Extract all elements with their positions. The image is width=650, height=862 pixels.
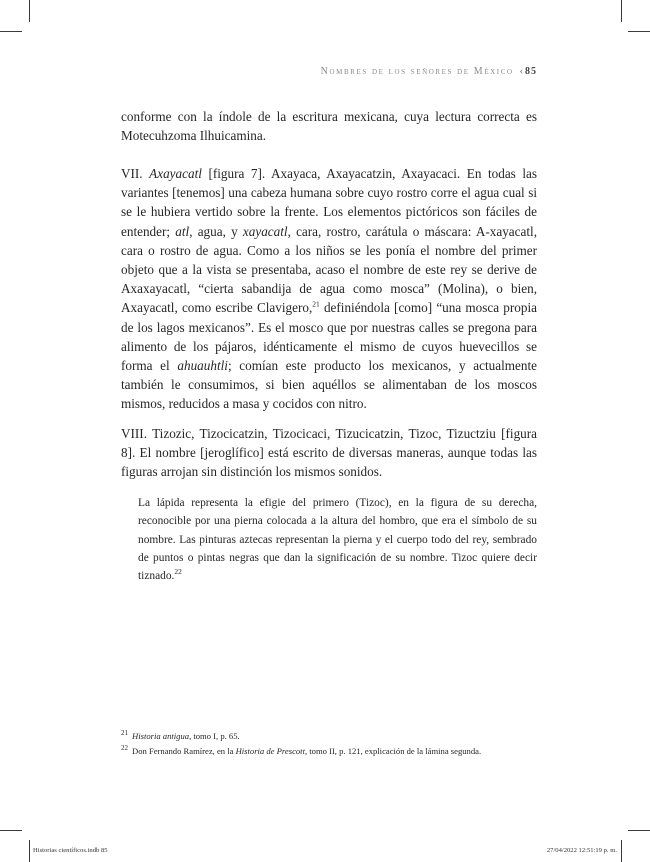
text-segment: [figura 7]. Axayaca, Axayacatzin, Axayacaci. En todas las variantes [tenemos] una cabeza humana sobre cuyo rostro corre el agua cual si se le hubiera vertido sobre la frente. Los elementos pictóricos son fáciles de entender; (121, 166, 538, 239)
footnote-italic: Historia antigua (132, 730, 190, 741)
crop-mark (621, 840, 622, 862)
footnote-number: 21 (121, 729, 128, 737)
footnote-text: , tomo II, p. 121, explicación de la lámina segunda. (304, 745, 482, 756)
footnote-reference: 21 (312, 300, 320, 310)
crop-mark (0, 830, 22, 831)
footnote-italic: Historia de Prescott (235, 745, 305, 756)
footnote-22 (121, 742, 541, 757)
crop-mark (29, 840, 30, 862)
section-number: VII. (121, 166, 150, 181)
paragraph-continuation (121, 107, 537, 145)
paragraph-text (121, 164, 537, 414)
italic-term: Axayacatl (149, 166, 202, 181)
paragraph-tizoc (121, 424, 537, 482)
text-segment: ; comían este producto los mexicanos, y actualmente también le consumimos, si bien aquéllos se alimentaban de los moscos mismos, reducidos a masa y cocidos con nitro. (121, 358, 537, 412)
running-title: Nombres de los señores de México (320, 66, 514, 77)
quote-text: La lápida representa la efigie del primero (Tizoc), en la figura de su derecha, reconocible por una pierna colocada a la altura del hombro, que era el símbolo de su nombre. Las pinturas aztecas representan la pierna y el cuerpo todo del rey, sembrado de puntos o pintas negras que dan la significación de su nombre. Tizoc quiere decir tiznado. (138, 497, 537, 583)
crop-mark (628, 31, 650, 32)
paragraph-text: conforme con la índole de la escritura mexicana, cuya lectura correcta es Motecuhzoma Ilhuicamina. (121, 109, 537, 144)
paragraph-text: VIII. Tizozic, Tizocicatzin, Tizocicaci, Tizucicatzin, Tizoc, Tizuctziu [figura 8]. El nombre [jeroglífico] está escrito de diversas maneras, aunque todas las figuras arrojan sin distinción los mismos sonidos. (121, 426, 537, 480)
text-segment: , cara, rostro, carátula o máscara: A-xayacatl, cara o rostro de agua. Como a los niños se les ponía el nombre del primer objeto que a la vista se presentaba, acaso el nombre de este rey se derive de Axaxayacatl, “cierta sabandija de agua como mosca” (Molina), o bien, Axayacatl, como escribe Clavigero, (121, 223, 537, 316)
footnote-text: Don Fernando Ramírez, en la (132, 745, 236, 756)
text-segment: , agua, y (189, 223, 243, 239)
text-segment: definiéndola [como] “una mosca propia de los lagos mexicanos”. Es el mosco que por nuestras calles se pregona para alimento de los pájaros, idénticamente el mismo de cuyos huevecillos se forma el (121, 300, 537, 374)
running-head (321, 66, 537, 77)
paragraph-axayacatl (121, 164, 537, 414)
crop-mark (0, 31, 22, 32)
block-quote (138, 494, 537, 585)
footnote-number: 22 (121, 744, 128, 752)
footnote-reference: 22 (174, 567, 182, 577)
italic-term: ahuauhtli (177, 358, 228, 374)
slug-filename: Historias científicos.indb 85 (33, 847, 108, 854)
chevron-left-icon: ‹ (519, 66, 523, 77)
crop-mark (29, 0, 30, 22)
italic-term: xayacatl (242, 223, 288, 239)
slug-datetime: 27/04/2022 12:51:19 p. m. (546, 847, 617, 854)
crop-mark (628, 830, 650, 831)
footnote-text: , tomo I, p. 65. (189, 730, 240, 741)
italic-term: atl (175, 223, 190, 239)
page-number: 85 (525, 66, 537, 77)
footnote-21 (121, 727, 541, 742)
crop-mark (621, 0, 622, 22)
